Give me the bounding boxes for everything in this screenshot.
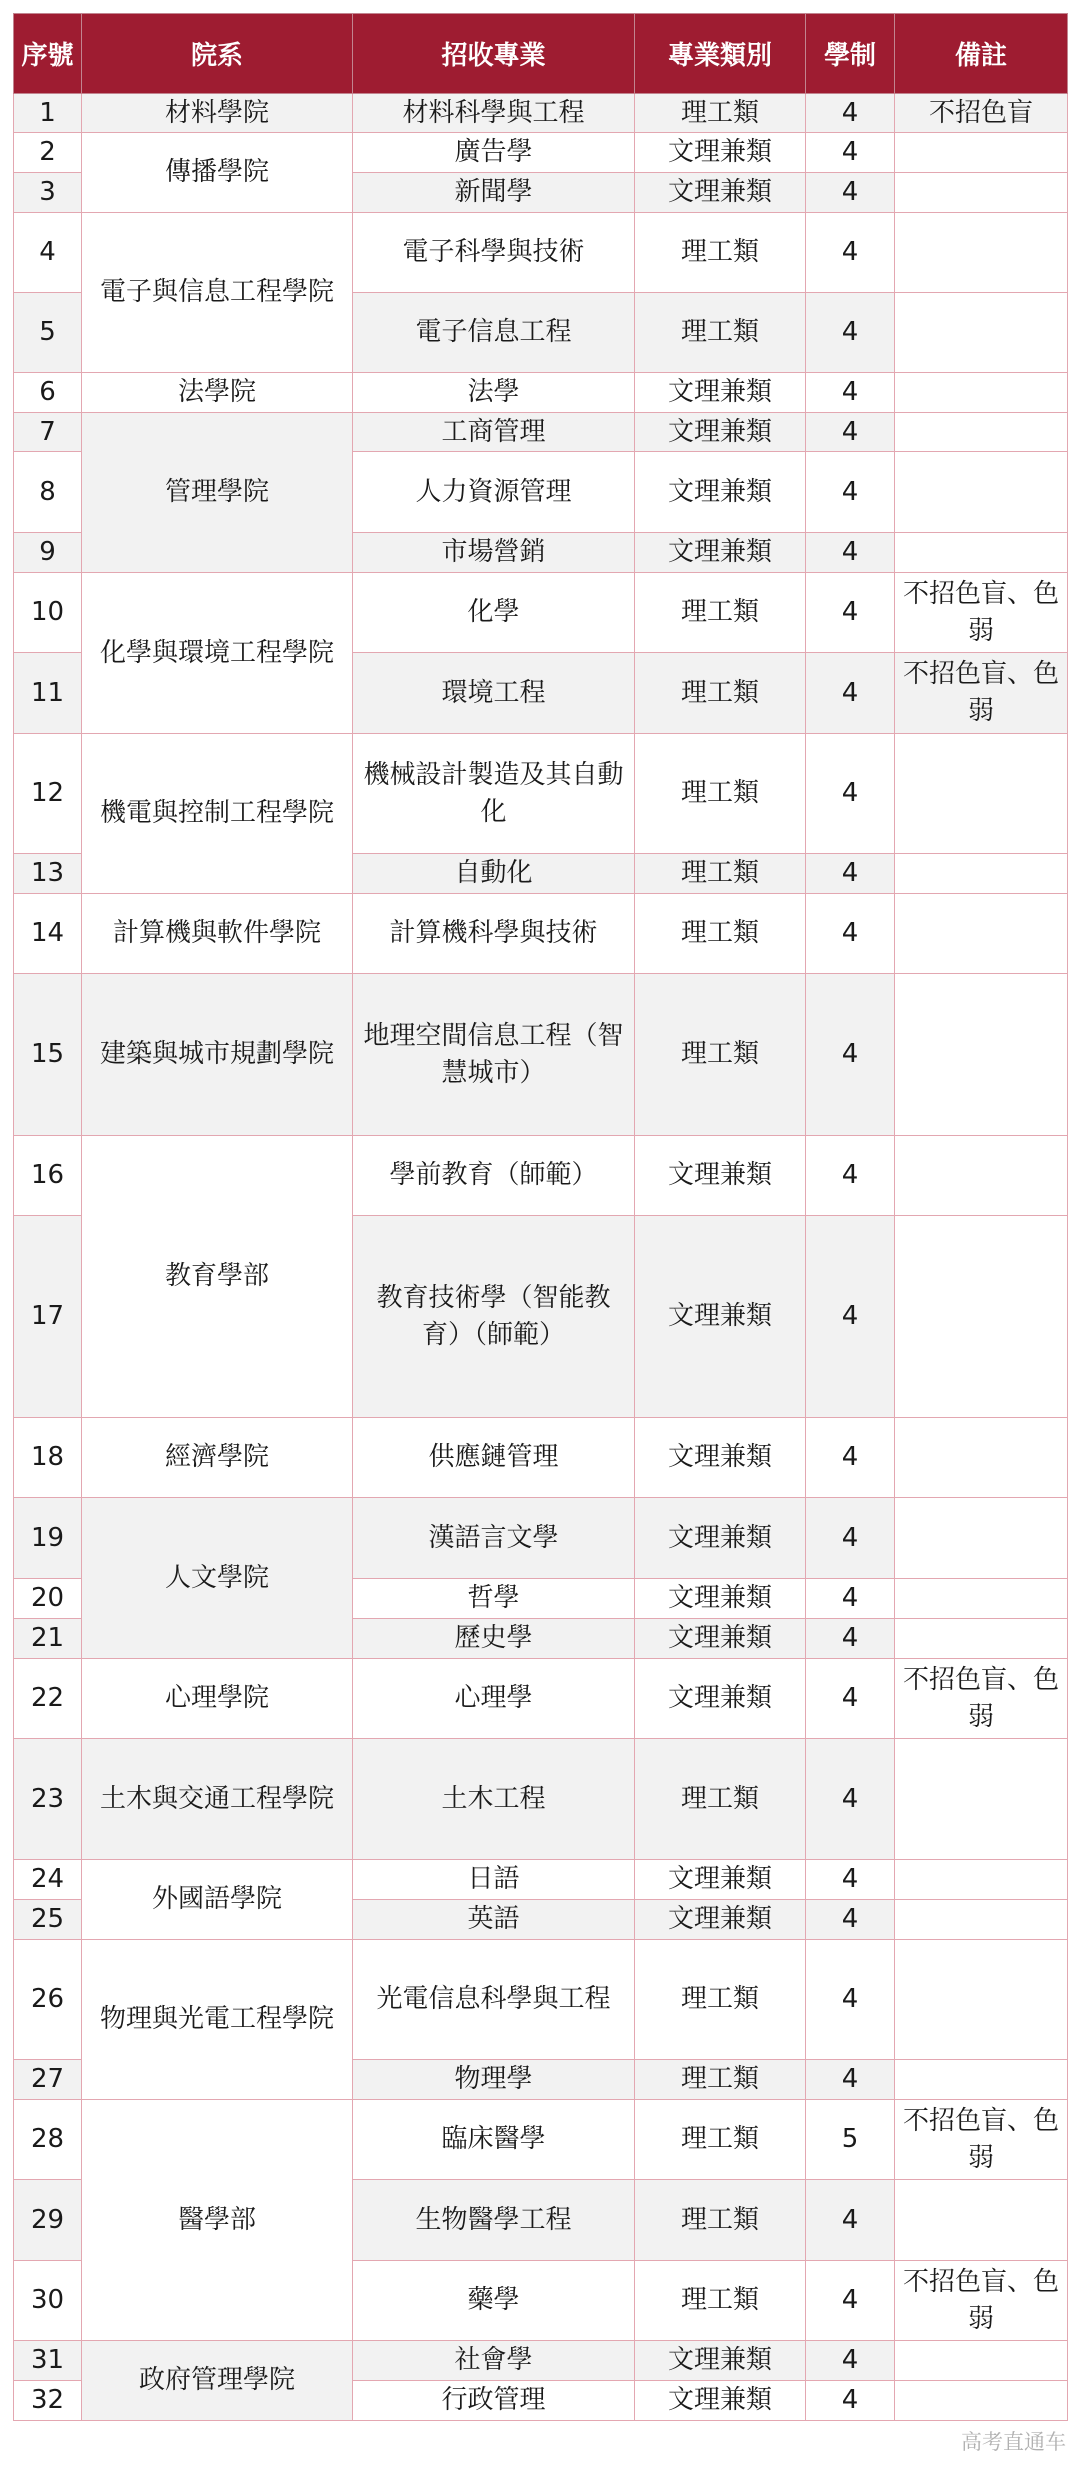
category-cell: 理工類 [635, 293, 806, 373]
major-cell: 光電信息科學與工程 [353, 1940, 635, 2060]
category-cell: 文理兼類 [635, 173, 806, 213]
years-cell: 4 [806, 1860, 895, 1900]
note-cell [895, 1619, 1068, 1659]
department-cell: 心理學院 [82, 1659, 353, 1739]
table-row [14, 974, 1068, 1136]
category-cell: 文理兼類 [635, 533, 806, 573]
row-number-cell: 18 [14, 1418, 82, 1498]
major-cell: 化學 [353, 573, 635, 653]
row-number-cell: 5 [14, 293, 82, 373]
row-number-cell: 28 [14, 2100, 82, 2180]
header-dept: 院系 [82, 14, 353, 94]
header-major: 招收專業 [353, 14, 635, 94]
note-cell [895, 133, 1068, 173]
row-number-cell: 7 [14, 413, 82, 452]
header-category: 專業類別 [635, 14, 806, 94]
category-cell: 文理兼類 [635, 2341, 806, 2381]
table-row [14, 213, 1068, 293]
note-cell [895, 1739, 1068, 1860]
category-cell: 文理兼類 [635, 2381, 806, 2421]
category-cell: 理工類 [635, 2261, 806, 2341]
years-cell: 4 [806, 533, 895, 573]
years-cell: 4 [806, 1940, 895, 2060]
table-row [14, 2100, 1068, 2180]
major-cell: 藥學 [353, 2261, 635, 2341]
table-row [14, 1136, 1068, 1216]
row-number-cell: 22 [14, 1659, 82, 1739]
major-cell: 英語 [353, 1900, 635, 1940]
note-cell [895, 413, 1068, 452]
note-cell [895, 1418, 1068, 1498]
major-cell: 日語 [353, 1860, 635, 1900]
category-cell: 理工類 [635, 1940, 806, 2060]
years-cell: 4 [806, 2180, 895, 2261]
major-cell: 臨床醫學 [353, 2100, 635, 2180]
years-cell: 4 [806, 573, 895, 653]
note-cell [895, 2381, 1068, 2421]
department-cell: 教育學部 [82, 1136, 353, 1418]
category-cell: 文理兼類 [635, 1900, 806, 1940]
years-cell: 4 [806, 894, 895, 974]
category-cell: 理工類 [635, 734, 806, 854]
years-cell: 5 [806, 2100, 895, 2180]
row-number-cell: 17 [14, 1216, 82, 1418]
note-cell [895, 1860, 1068, 1900]
row-number-cell: 4 [14, 213, 82, 293]
major-cell: 生物醫學工程 [353, 2180, 635, 2261]
row-number-cell: 31 [14, 2341, 82, 2381]
note-cell [895, 2060, 1068, 2100]
department-cell: 計算機與軟件學院 [82, 894, 353, 974]
category-cell: 文理兼類 [635, 1659, 806, 1739]
note-cell [895, 2341, 1068, 2381]
years-cell: 4 [806, 1418, 895, 1498]
table-row [14, 1498, 1068, 1579]
major-cell: 心理學 [353, 1659, 635, 1739]
row-number-cell: 2 [14, 133, 82, 173]
note-cell [895, 1940, 1068, 2060]
note-cell [895, 452, 1068, 533]
admissions-table [13, 13, 1068, 2421]
department-cell: 傳播學院 [82, 133, 353, 213]
note-cell: 不招色盲、色弱 [895, 2261, 1068, 2341]
category-cell: 理工類 [635, 573, 806, 653]
department-cell: 政府管理學院 [82, 2341, 353, 2421]
note-cell [895, 1136, 1068, 1216]
table-row [14, 573, 1068, 653]
years-cell: 4 [806, 1579, 895, 1619]
years-cell: 4 [806, 413, 895, 452]
years-cell: 4 [806, 1659, 895, 1739]
category-cell: 文理兼類 [635, 1216, 806, 1418]
major-cell: 市場營銷 [353, 533, 635, 573]
row-number-cell: 21 [14, 1619, 82, 1659]
years-cell: 4 [806, 1900, 895, 1940]
category-cell: 理工類 [635, 1739, 806, 1860]
table-header-row [14, 14, 1068, 94]
major-cell: 自動化 [353, 854, 635, 894]
row-number-cell: 11 [14, 653, 82, 734]
category-cell: 文理兼類 [635, 413, 806, 452]
department-cell: 物理與光電工程學院 [82, 1940, 353, 2100]
row-number-cell: 16 [14, 1136, 82, 1216]
watermark-text: 高考直通车 [961, 2430, 1066, 2454]
table-row [14, 1940, 1068, 2060]
row-number-cell: 3 [14, 173, 82, 213]
years-cell: 4 [806, 2060, 895, 2100]
department-cell: 經濟學院 [82, 1418, 353, 1498]
note-cell [895, 533, 1068, 573]
note-cell: 不招色盲、色弱 [895, 1659, 1068, 1739]
years-cell: 4 [806, 213, 895, 293]
major-cell: 社會學 [353, 2341, 635, 2381]
table-row [14, 894, 1068, 974]
major-cell: 學前教育（師範） [353, 1136, 635, 1216]
table-row [14, 734, 1068, 854]
note-cell: 不招色盲、色弱 [895, 573, 1068, 653]
row-number-cell: 8 [14, 452, 82, 533]
major-cell: 計算機科學與技術 [353, 894, 635, 974]
major-cell: 新聞學 [353, 173, 635, 213]
category-cell: 理工類 [635, 2100, 806, 2180]
department-cell: 法學院 [82, 373, 353, 413]
years-cell: 4 [806, 293, 895, 373]
department-cell: 外國語學院 [82, 1860, 353, 1940]
years-cell: 4 [806, 653, 895, 734]
table-row [14, 1860, 1068, 1900]
row-number-cell: 27 [14, 2060, 82, 2100]
row-number-cell: 10 [14, 573, 82, 653]
major-cell: 人力資源管理 [353, 452, 635, 533]
row-number-cell: 23 [14, 1739, 82, 1860]
category-cell: 文理兼類 [635, 133, 806, 173]
years-cell: 4 [806, 734, 895, 854]
major-cell: 電子信息工程 [353, 293, 635, 373]
row-number-cell: 6 [14, 373, 82, 413]
years-cell: 4 [806, 2381, 895, 2421]
major-cell: 廣告學 [353, 133, 635, 173]
table-row [14, 1659, 1068, 1739]
row-number-cell: 20 [14, 1579, 82, 1619]
category-cell: 文理兼類 [635, 1418, 806, 1498]
department-cell: 管理學院 [82, 413, 353, 573]
department-cell: 機電與控制工程學院 [82, 734, 353, 894]
years-cell: 4 [806, 854, 895, 894]
category-cell: 理工類 [635, 854, 806, 894]
row-number-cell: 25 [14, 1900, 82, 1940]
row-number-cell: 15 [14, 974, 82, 1136]
note-cell [895, 213, 1068, 293]
row-number-cell: 1 [14, 94, 82, 133]
years-cell: 4 [806, 1619, 895, 1659]
years-cell: 4 [806, 1216, 895, 1418]
table-row [14, 373, 1068, 413]
category-cell: 理工類 [635, 974, 806, 1136]
note-cell: 不招色盲、色弱 [895, 2100, 1068, 2180]
row-number-cell: 14 [14, 894, 82, 974]
row-number-cell: 32 [14, 2381, 82, 2421]
note-cell [895, 1579, 1068, 1619]
major-cell: 地理空間信息工程（智慧城市） [353, 974, 635, 1136]
row-number-cell: 24 [14, 1860, 82, 1900]
major-cell: 土木工程 [353, 1739, 635, 1860]
note-cell [895, 854, 1068, 894]
note-cell [895, 734, 1068, 854]
department-cell: 電子與信息工程學院 [82, 213, 353, 373]
note-cell [895, 894, 1068, 974]
major-cell: 環境工程 [353, 653, 635, 734]
table-row [14, 133, 1068, 173]
row-number-cell: 29 [14, 2180, 82, 2261]
table-row [14, 1739, 1068, 1860]
department-cell: 人文學院 [82, 1498, 353, 1659]
years-cell: 4 [806, 373, 895, 413]
category-cell: 理工類 [635, 653, 806, 734]
note-cell [895, 974, 1068, 1136]
header-no: 序號 [14, 14, 82, 94]
category-cell: 文理兼類 [635, 1860, 806, 1900]
category-cell: 理工類 [635, 2180, 806, 2261]
category-cell: 理工類 [635, 894, 806, 974]
years-cell: 4 [806, 2261, 895, 2341]
years-cell: 4 [806, 1498, 895, 1579]
note-cell [895, 1498, 1068, 1579]
years-cell: 4 [806, 452, 895, 533]
category-cell: 文理兼類 [635, 1136, 806, 1216]
note-cell: 不招色盲 [895, 94, 1068, 133]
department-cell: 醫學部 [82, 2100, 353, 2341]
years-cell: 4 [806, 1136, 895, 1216]
note-cell [895, 173, 1068, 213]
header-note: 備註 [895, 14, 1068, 94]
note-cell [895, 293, 1068, 373]
major-cell: 物理學 [353, 2060, 635, 2100]
row-number-cell: 13 [14, 854, 82, 894]
table-row [14, 1418, 1068, 1498]
category-cell: 理工類 [635, 94, 806, 133]
row-number-cell: 26 [14, 1940, 82, 2060]
major-cell: 哲學 [353, 1579, 635, 1619]
major-cell: 工商管理 [353, 413, 635, 452]
row-number-cell: 30 [14, 2261, 82, 2341]
category-cell: 文理兼類 [635, 1579, 806, 1619]
department-cell: 建築與城市規劃學院 [82, 974, 353, 1136]
table-row [14, 413, 1068, 452]
major-cell: 行政管理 [353, 2381, 635, 2421]
table-row [14, 94, 1068, 133]
years-cell: 4 [806, 133, 895, 173]
category-cell: 文理兼類 [635, 1619, 806, 1659]
row-number-cell: 19 [14, 1498, 82, 1579]
major-cell: 法學 [353, 373, 635, 413]
years-cell: 4 [806, 2341, 895, 2381]
category-cell: 理工類 [635, 213, 806, 293]
major-cell: 供應鏈管理 [353, 1418, 635, 1498]
table-row [14, 2341, 1068, 2381]
header-years: 學制 [806, 14, 895, 94]
category-cell: 文理兼類 [635, 452, 806, 533]
department-cell: 材料學院 [82, 94, 353, 133]
major-cell: 教育技術學（智能教育）（師範） [353, 1216, 635, 1418]
category-cell: 文理兼類 [635, 1498, 806, 1579]
category-cell: 理工類 [635, 2060, 806, 2100]
note-cell: 不招色盲、色弱 [895, 653, 1068, 734]
table-body [14, 94, 1068, 2421]
department-cell: 化學與環境工程學院 [82, 573, 353, 734]
note-cell [895, 1900, 1068, 1940]
major-cell: 漢語言文學 [353, 1498, 635, 1579]
major-cell: 機械設計製造及其自動化 [353, 734, 635, 854]
major-cell: 電子科學與技術 [353, 213, 635, 293]
years-cell: 4 [806, 1739, 895, 1860]
years-cell: 4 [806, 974, 895, 1136]
department-cell: 土木與交通工程學院 [82, 1739, 353, 1860]
category-cell: 文理兼類 [635, 373, 806, 413]
years-cell: 4 [806, 173, 895, 213]
note-cell [895, 1216, 1068, 1418]
major-cell: 材料科學與工程 [353, 94, 635, 133]
years-cell: 4 [806, 94, 895, 133]
note-cell [895, 373, 1068, 413]
major-cell: 歷史學 [353, 1619, 635, 1659]
row-number-cell: 9 [14, 533, 82, 573]
note-cell [895, 2180, 1068, 2261]
row-number-cell: 12 [14, 734, 82, 854]
